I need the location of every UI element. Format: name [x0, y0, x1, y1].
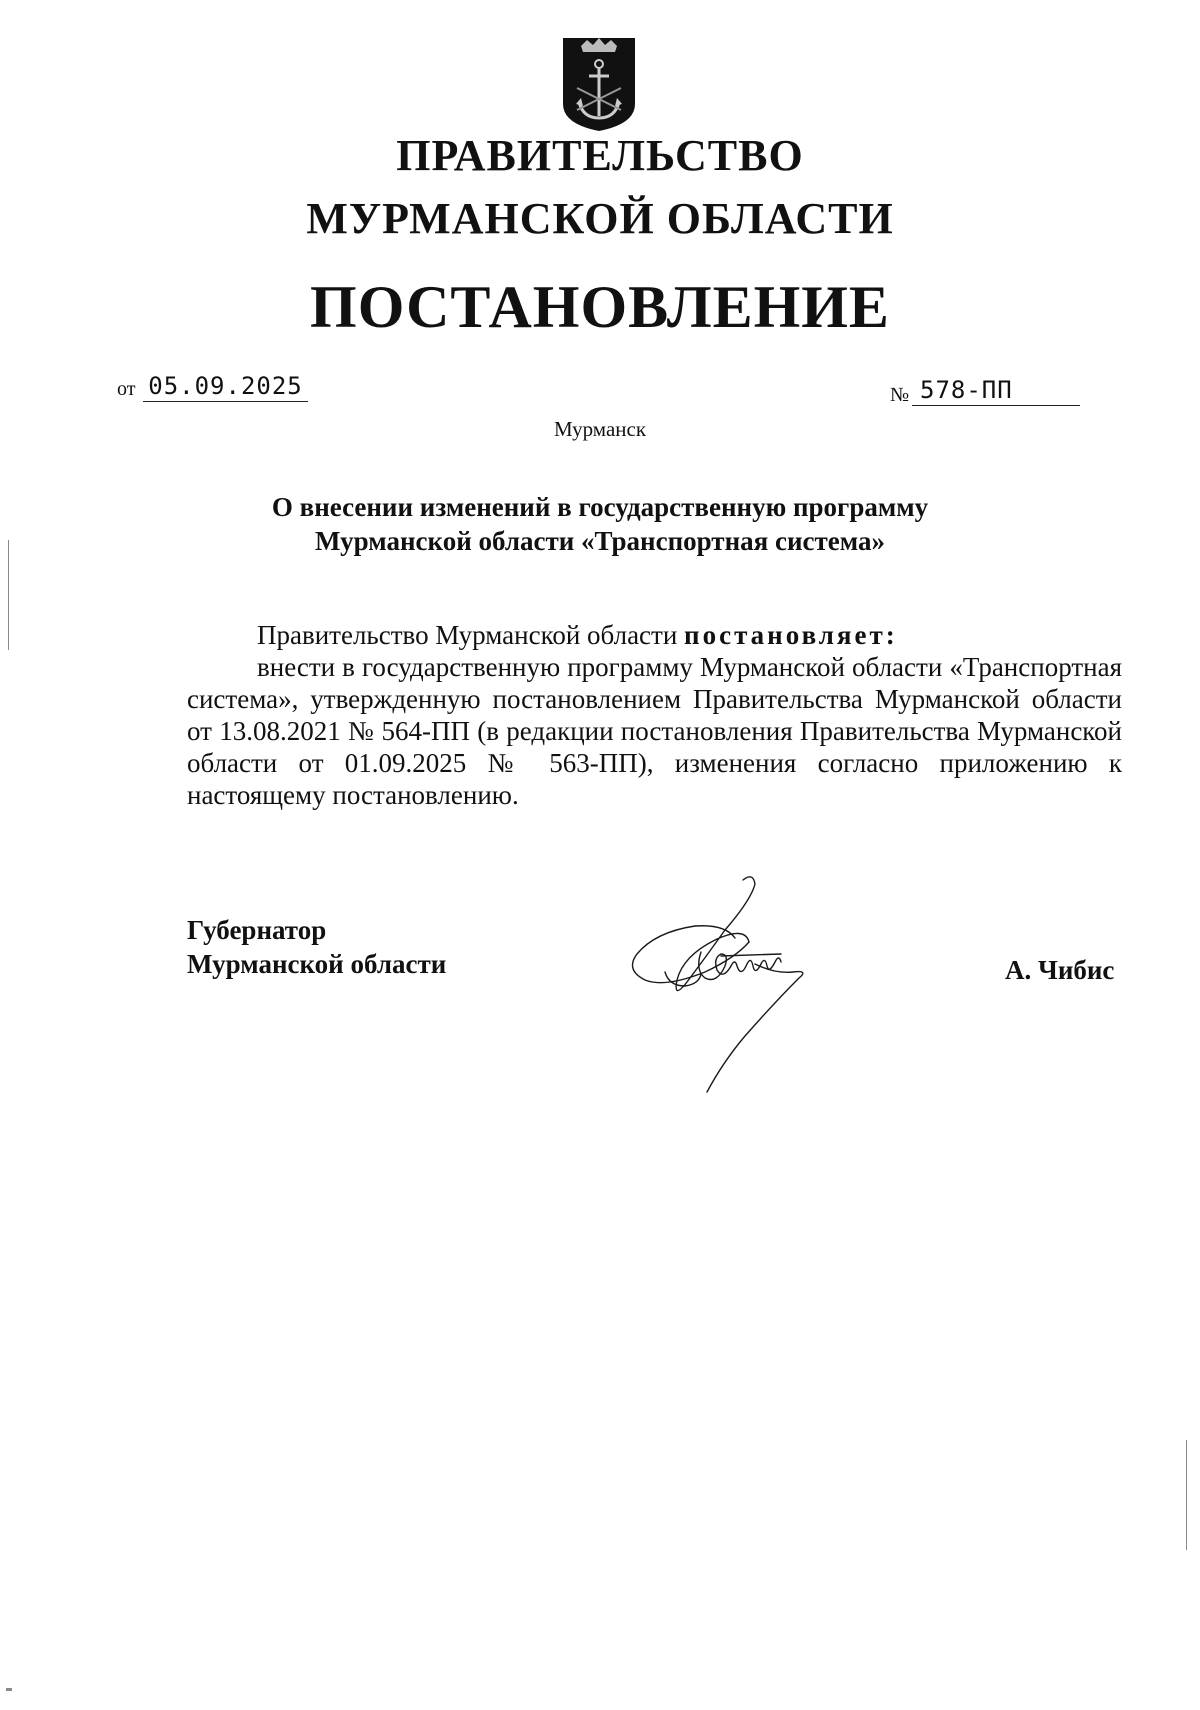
- scan-edge-mark-right: [1186, 1440, 1187, 1550]
- document-number: 578-ПП: [912, 375, 1080, 406]
- subject-line-1: О внесении изменений в государственную программу: [271, 492, 929, 522]
- number-prefix: №: [890, 384, 910, 406]
- document-date: 05.09.2025: [143, 372, 308, 402]
- body-intro: Правительство Мурманской области: [257, 620, 678, 650]
- body-main-paragraph: внести в государственную программу Мурманской области «Транспортная система», утвержденную постановлением Правительства Мурманской области от 13.08.2021 № 564-ПП (в редакции постановления Правительства Мурманской области от 01.09.2025 № 563-ПП), изменения согласно приложению к настоящему постановлению.: [187, 652, 1122, 810]
- document-type-title: ПОСТАНОВЛЕНИЕ: [310, 274, 890, 340]
- handwritten-signature: [625, 870, 865, 1110]
- signer-title: [187, 913, 446, 981]
- signer-title-line-2: Мурманской области: [187, 949, 447, 979]
- city-name: Мурманск: [553, 417, 647, 441]
- date-prefix: от: [117, 378, 136, 400]
- body-verb: постановляет:: [684, 620, 898, 650]
- org-name-line-1: ПРАВИТЕЛЬСТВО: [396, 131, 804, 180]
- subject-line-2: Мурманской области «Транспортная система»: [315, 526, 885, 556]
- coat-of-arms-emblem: [559, 32, 639, 132]
- body-intro-paragraph: [187, 619, 1122, 651]
- document-body: [187, 619, 1122, 811]
- scan-edge-mark-left: [8, 540, 9, 650]
- scan-corner-mark: [6, 1688, 12, 1691]
- signer-title-line-1: Губернатор: [187, 915, 327, 945]
- org-name-line-2: МУРМАНСКОЙ ОБЛАСТИ: [306, 194, 894, 243]
- document-subject: [200, 490, 1000, 558]
- signer-name: А. Чибис: [1005, 955, 1115, 985]
